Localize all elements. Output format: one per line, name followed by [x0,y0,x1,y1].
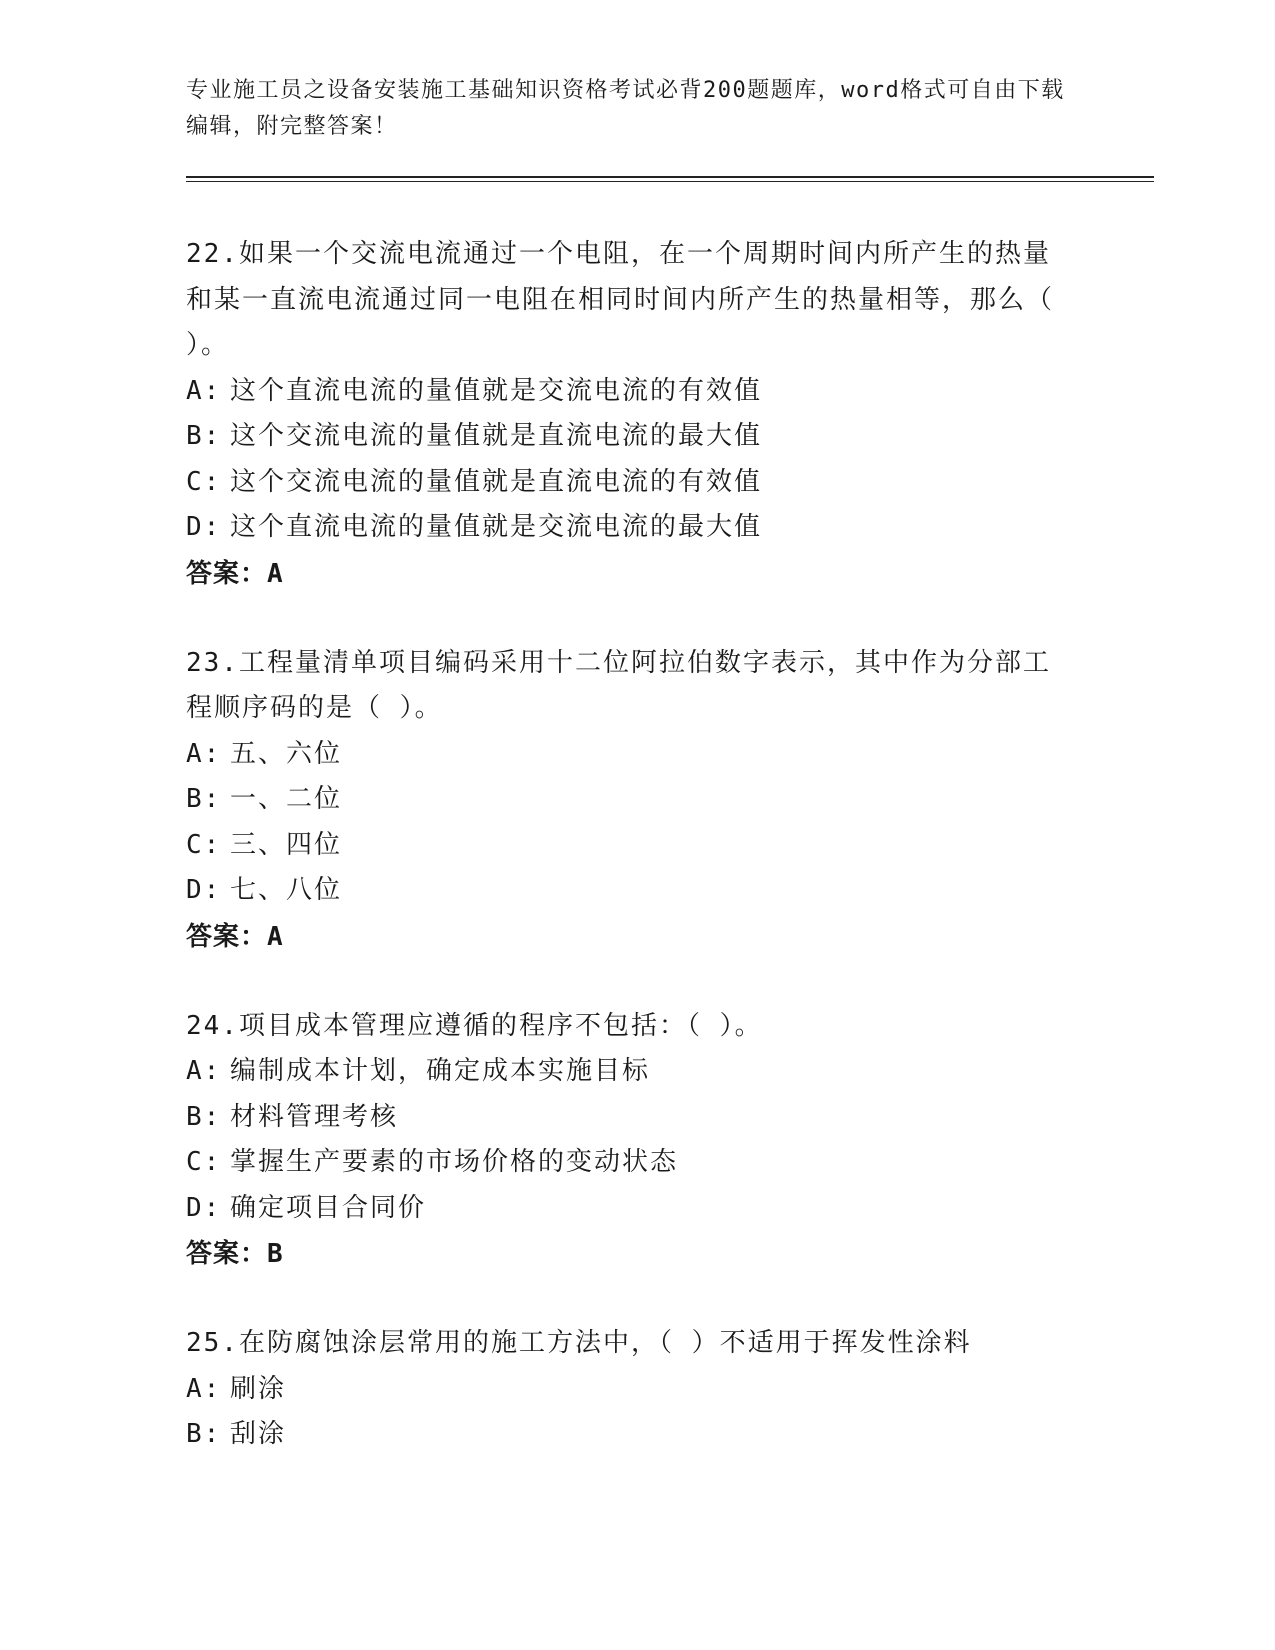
question-24 [186,1004,1066,1278]
option-key: C: [186,466,222,497]
option-key: D: [186,1192,222,1223]
option-a [186,732,1066,778]
answer-line: 答案：B [186,1239,284,1269]
option-d [186,505,1066,551]
option-text: 掌握生产要素的市场价格的变动状态 [230,1147,679,1177]
option-text: 这个交流电流的量值就是直流电流的有效值 [230,466,763,497]
option-key: D: [186,512,222,542]
option-key: C: [186,1147,222,1177]
option-key: B: [186,1101,222,1132]
option-key: B: [186,1419,222,1449]
option-key: C: [186,829,222,860]
option-text: 确定项目合同价 [230,1192,427,1223]
option-d [186,1186,1066,1232]
option-c [186,823,1066,869]
answer-line: 答案：A [186,921,284,952]
option-b [186,1412,1066,1458]
answer-line: 答案：A [186,558,284,589]
option-b [186,414,1066,460]
option-a [186,369,1066,415]
option-c [186,460,1066,506]
question-list [186,232,1066,1502]
question-stem: 25.在防腐蚀涂层常用的施工方法中，（ ）不适用于挥发性涂料 [186,1328,972,1358]
divider-line-thick [186,176,1154,178]
option-c [186,1140,1066,1186]
document-header: 专业施工员之设备安装施工基础知识资格考试必背200题题库，word格式可自由下载编辑，附完整答案！ [186,78,1065,139]
option-key: A: [186,375,222,406]
option-b [186,1095,1066,1141]
option-text: 五、六位 [230,738,343,769]
option-text: 这个直流电流的量值就是交流电流的最大值 [230,512,763,542]
question-stem: 22.如果一个交流电流通过一个电阻，在一个周期时间内所产生的热量和某一直流电流通过同一电阻在相同时间内所产生的热量相等，那么（ ）。 [186,239,1055,360]
option-key: B: [186,421,222,451]
option-key: B: [186,784,222,814]
header-divider [186,176,1154,182]
option-text: 一、二位 [230,784,343,814]
question-22 [186,232,1066,597]
option-key: D: [186,875,222,905]
option-b [186,777,1066,823]
option-text: 这个交流电流的量值就是直流电流的最大值 [230,421,763,451]
question-stem: 23.工程量清单项目编码采用十二位阿拉伯数字表示，其中作为分部工程顺序码的是（ ）。 [186,647,1051,723]
option-text: 编制成本计划，确定成本实施目标 [230,1056,651,1086]
question-23 [186,641,1066,960]
divider-line-thin [186,181,1154,182]
option-text: 这个直流电流的量值就是交流电流的有效值 [230,375,763,406]
option-text: 刮涂 [230,1419,287,1449]
question-stem: 24.项目成本管理应遵循的程序不包括：（ ）。 [186,1010,763,1041]
option-a [186,1049,1066,1095]
option-text: 七、八位 [230,875,343,905]
option-key: A: [186,1373,222,1404]
question-25 [186,1321,1066,1458]
option-key: A: [186,1056,222,1086]
option-key: A: [186,738,222,769]
option-d [186,868,1066,914]
option-text: 三、四位 [230,829,343,860]
option-a [186,1367,1066,1413]
option-text: 刷涂 [230,1373,287,1404]
option-text: 材料管理考核 [230,1101,399,1132]
